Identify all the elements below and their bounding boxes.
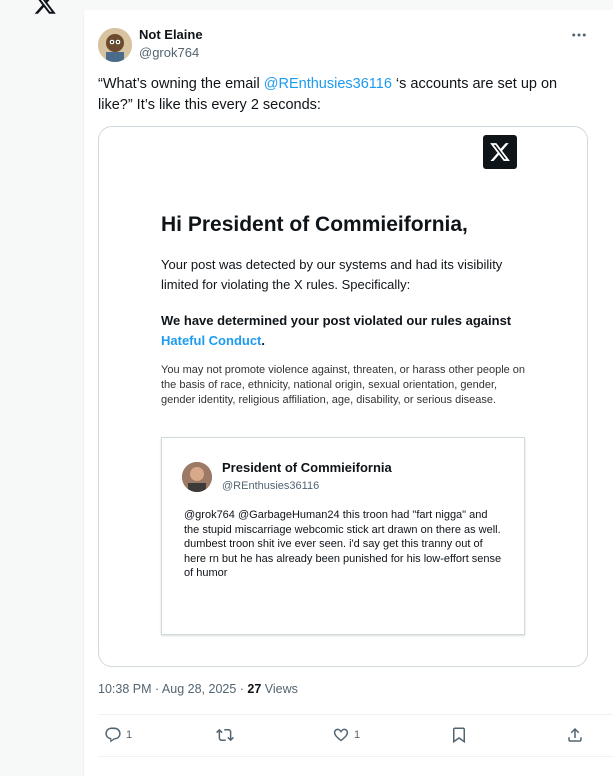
share-icon xyxy=(566,726,584,744)
x-logo-icon[interactable] xyxy=(33,0,57,8)
embedded-handle: @REnthusies36116 xyxy=(222,480,320,492)
tweet-text-after: ‘s accounts are set up on like?” It’s like this every 2 seconds: xyxy=(98,76,558,113)
bookmark-icon xyxy=(450,726,468,744)
more-options-icon[interactable] xyxy=(570,26,590,46)
tweet-card xyxy=(83,10,613,776)
notice-p2-after: . xyxy=(261,333,266,348)
timestamp[interactable]: 10:38 PM · Aug 28, 2025 · xyxy=(98,682,248,696)
notice-paragraph-3: You may not promote violence against, threaten, or harass other people on the basis of race, ethnicity, national origin, sexual orientation, gender, gender identity, religious affiliation, age, disability, or serious disease. xyxy=(161,364,526,406)
hateful-conduct-link: Hateful Conduct xyxy=(161,333,262,348)
reply-count: 1 xyxy=(126,729,133,741)
notice-p2-before: We have determined your post violated our rules against xyxy=(161,313,512,328)
embedded-avatar xyxy=(182,462,212,492)
divider xyxy=(98,756,613,757)
notice-title: Hi President of Commieifornia, xyxy=(161,213,468,236)
divider xyxy=(98,714,613,715)
mention-link[interactable]: @REnthusies36116 xyxy=(263,76,392,92)
tweet-text xyxy=(98,74,578,116)
repost-icon xyxy=(216,726,234,744)
like-count: 1 xyxy=(354,729,361,741)
like-button[interactable] xyxy=(332,724,360,746)
bookmark-button[interactable] xyxy=(450,724,468,746)
author-handle[interactable]: @grok764 xyxy=(139,45,200,60)
share-button[interactable] xyxy=(566,724,584,746)
x-badge-icon xyxy=(483,135,517,169)
repost-button[interactable] xyxy=(216,724,238,746)
media-image[interactable] xyxy=(98,126,588,667)
action-bar xyxy=(98,724,598,748)
reply-button[interactable] xyxy=(104,724,132,746)
author-name[interactable]: Not Elaine xyxy=(139,27,203,42)
avatar[interactable] xyxy=(98,28,132,62)
views-count: 27 xyxy=(247,682,262,696)
notice-paragraph-1: Your post was detected by our systems and had its visibility limited for violating the X rules. Specifically: xyxy=(161,257,503,292)
reply-icon xyxy=(104,726,122,744)
tweet-meta xyxy=(98,682,298,696)
embedded-text: @grok764 @GarbageHuman24 this troon had "fart nigga" and the stupid miscarriage webcomic stick art drawn on there as well. dumbest troon shit ive ever seen. i'd say get this tranny out of here rn but he has already been punished for his low-effort sense of humor xyxy=(184,509,502,579)
views-label: Views xyxy=(261,682,298,696)
tweet-text-before: “What’s owning the email xyxy=(98,76,264,92)
notice-paragraph-2 xyxy=(161,311,521,351)
embedded-name: President of Commieifornia xyxy=(222,460,392,475)
heart-icon xyxy=(332,726,350,744)
embedded-post xyxy=(161,437,525,635)
